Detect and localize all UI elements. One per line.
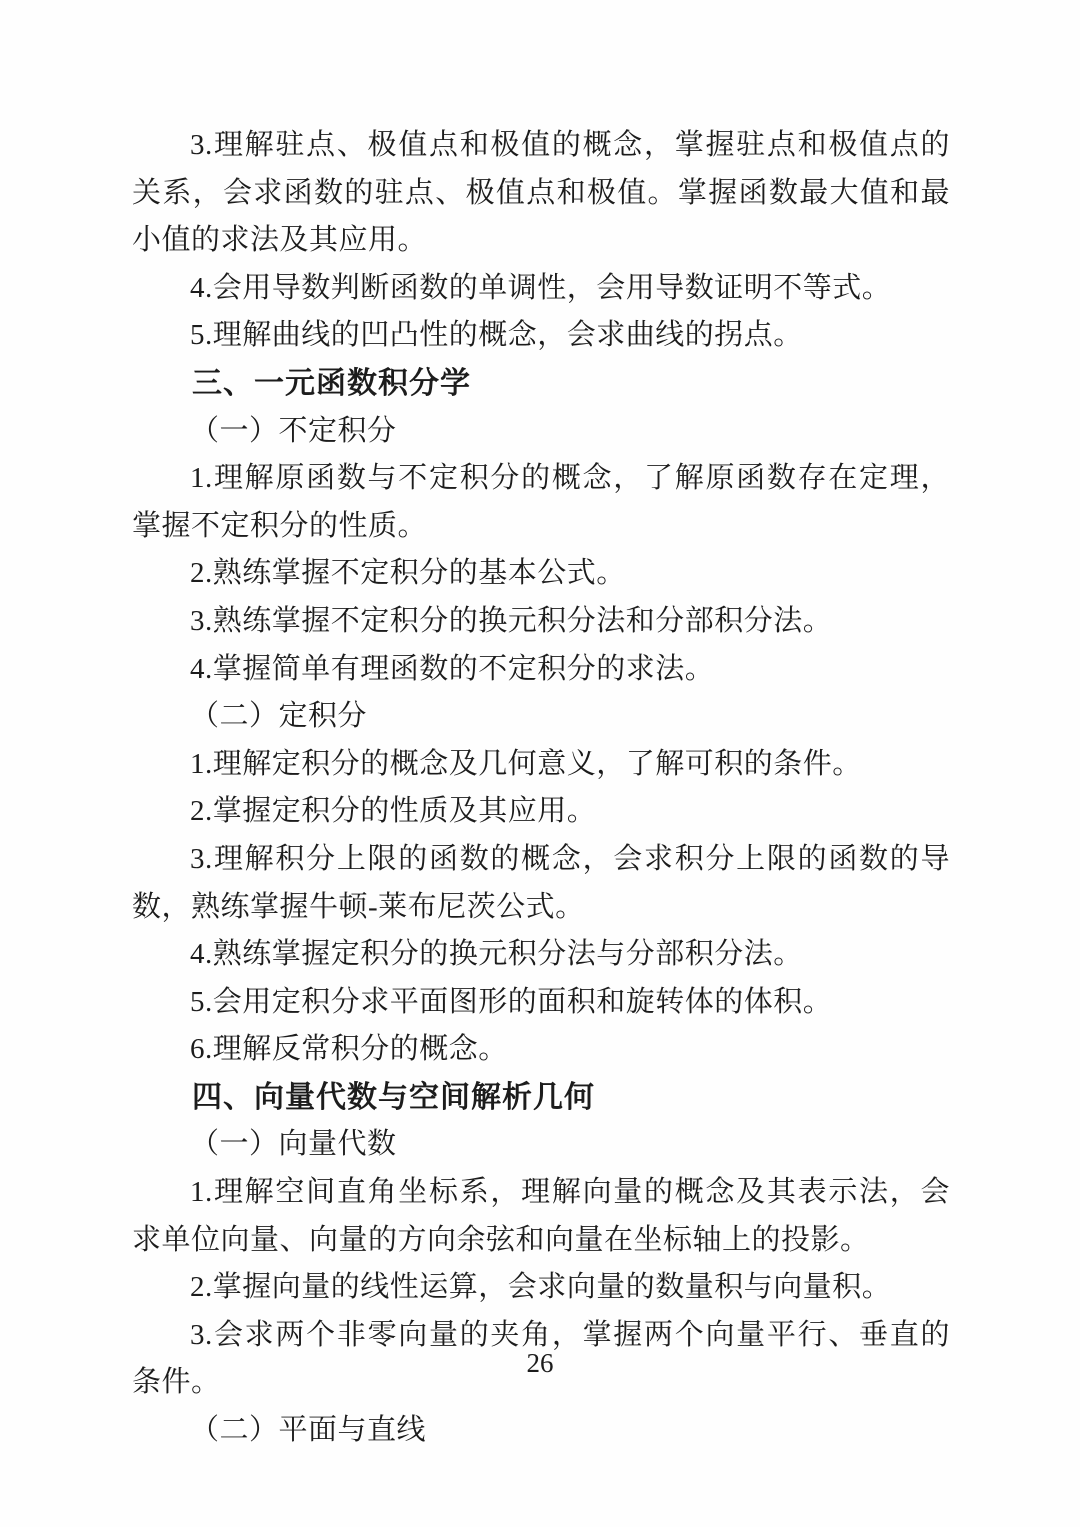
- paragraph: 4.掌握简单有理函数的不定积分的求法。: [190, 652, 715, 685]
- paragraph: 4.会用导数判断函数的单调性，会用导数证明不等式。: [190, 271, 892, 304]
- subsection-heading: （二）平面与直线: [190, 1414, 427, 1447]
- paragraph: 6.理解反常积分的概念。: [190, 1033, 508, 1066]
- paragraph: 1.理解定积分的概念及几何意义，了解可积的条件。: [190, 747, 862, 780]
- paragraph: 1.理解原函数与不定积分的概念，了解原函数存在定理，掌握不定积分的性质。: [132, 462, 950, 542]
- paragraph: 5.会用定积分求平面图形的面积和旋转体的体积。: [190, 985, 833, 1018]
- paragraph: 2.掌握向量的线性运算，会求向量的数量积与向量积。: [190, 1271, 892, 1304]
- document-body: [132, 122, 950, 1455]
- paragraph: 1.理解空间直角坐标系，理解向量的概念及其表示法，会求单位向量、向量的方向余弦和向量在坐标轴上的投影。: [132, 1176, 950, 1256]
- paragraph: 3.理解驻点、极值点和极值的概念，掌握驻点和极值点的关系，会求函数的驻点、极值点和极值。掌握函数最大值和最小值的求法及其应用。: [132, 129, 950, 257]
- paragraph: 3.理解积分上限的函数的概念，会求积分上限的函数的导数，熟练掌握牛顿-莱布尼茨公式。: [132, 842, 950, 923]
- paragraph: 4.熟练掌握定积分的换元积分法与分部积分法。: [190, 938, 803, 971]
- paragraph: 2.熟练掌握不定积分的基本公式。: [190, 557, 626, 590]
- page-number: 26: [526, 1348, 554, 1378]
- paragraph: 5.理解曲线的凹凸性的概念，会求曲线的拐点。: [190, 319, 803, 352]
- section-heading: 四、向量代数与空间解析几何: [192, 1080, 595, 1114]
- subsection-heading: （一）向量代数: [190, 1128, 397, 1161]
- subsection-heading: （一）不定积分: [190, 414, 397, 447]
- subsection-heading: （二）定积分: [190, 700, 368, 733]
- paragraph: 3.熟练掌握不定积分的换元积分法和分部积分法。: [190, 604, 833, 637]
- section-heading: 三、一元函数积分学: [192, 366, 471, 400]
- paragraph: 2.掌握定积分的性质及其应用。: [190, 795, 597, 828]
- paragraph: 3.会求两个非零向量的夹角，掌握两个向量平行、垂直的条件。: [132, 1318, 950, 1399]
